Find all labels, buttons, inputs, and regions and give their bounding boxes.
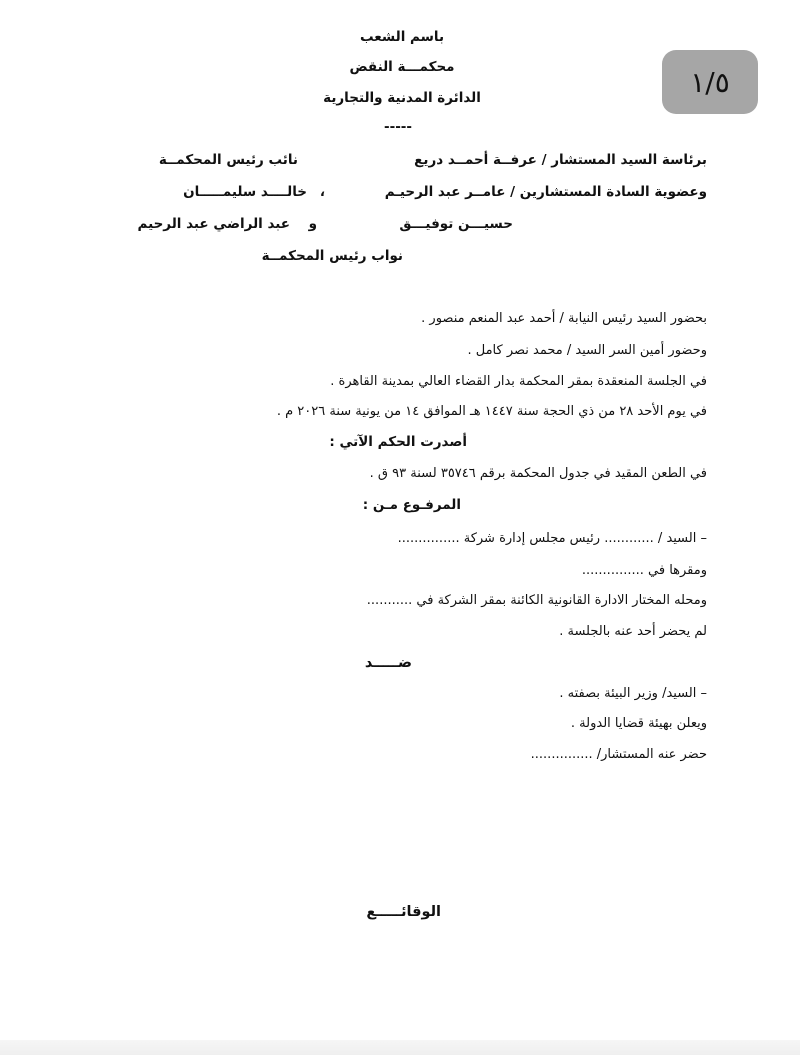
member-hussein-tawfik: حسيـــن توفيـــق — [399, 216, 513, 232]
secretary-line: وحضور أمين السر السيد / محمد نصر كامل . — [467, 343, 707, 358]
appeal-line: في الطعن المقيد في جدول المحكمة برقم ٣٥٧٤٦ لسنة ٩٣ ق . — [369, 466, 707, 481]
absent-line: لم يحضر أحد عنه بالجلسة . — [559, 624, 707, 639]
verdict-heading: أصدرت الحكم الآتي : — [329, 434, 467, 450]
filed-by-heading: المرفـوع مـن : — [362, 497, 461, 513]
prosecution-line: بحضور السيد رئيس النيابة / أحمد عبد المنعم منصور . — [421, 311, 707, 326]
conjunction-and: و — [308, 216, 317, 232]
session-line: في الجلسة المنعقدة بمقر المحكمة بدار القضاء العالي بمدينة القاهرة . — [330, 374, 707, 389]
served-line: ويعلن بهيئة قضايا الدولة . — [570, 716, 707, 731]
facts-heading: الوقائـــــع — [366, 904, 441, 920]
respondent-line: – السيد/ وزير البيئة بصفته . — [559, 686, 707, 701]
deputies-label: نواب رئيس المحكمــة — [261, 248, 403, 264]
header-civil-commercial-circuit: الدائرة المدنية والتجارية — [323, 90, 481, 106]
presidency-line: برئاسة السيد المستشار / عرفــة أحمــد دريع — [414, 152, 707, 168]
legal-administration-line: ومحله المختار الادارة القانونية الكائنة بمقر الشركة في ........... — [366, 593, 707, 608]
attended-line: حضر عنه المستشار/ ............... — [530, 747, 707, 762]
page-number-badge: ١/٥ — [662, 50, 758, 114]
appellant-line: – السيد / ............ رئيس مجلس إدارة شركة ............... — [397, 531, 707, 546]
member-khaled-soliman: خالــــد سليمـــــان — [183, 184, 307, 200]
headquarters-line: ومقرها في ............... — [581, 563, 707, 578]
members-line: وعضوية السادة المستشارين / عامــر عبد الرحيـم — [384, 184, 707, 200]
against-heading: ضـــــد — [364, 655, 412, 671]
header-court-of-cassation: محكمـــة النقض — [349, 59, 455, 75]
member-abdelradi: عبد الراضي عبد الرحيم — [137, 216, 290, 232]
presidency-title: نائب رئيس المحكمــة — [158, 152, 298, 168]
page-bottom-edge — [0, 1040, 800, 1055]
header-in-the-name-of-the-people: باسم الشعب — [359, 29, 445, 45]
header-separator: ----- — [383, 119, 413, 135]
date-line: في يوم الأحد ٢٨ من ذي الحجة سنة ١٤٤٧ هـ الموافق ١٤ من يونية سنة ٢٠٢٦ م . — [276, 404, 707, 419]
members-comma: ، — [319, 184, 325, 200]
